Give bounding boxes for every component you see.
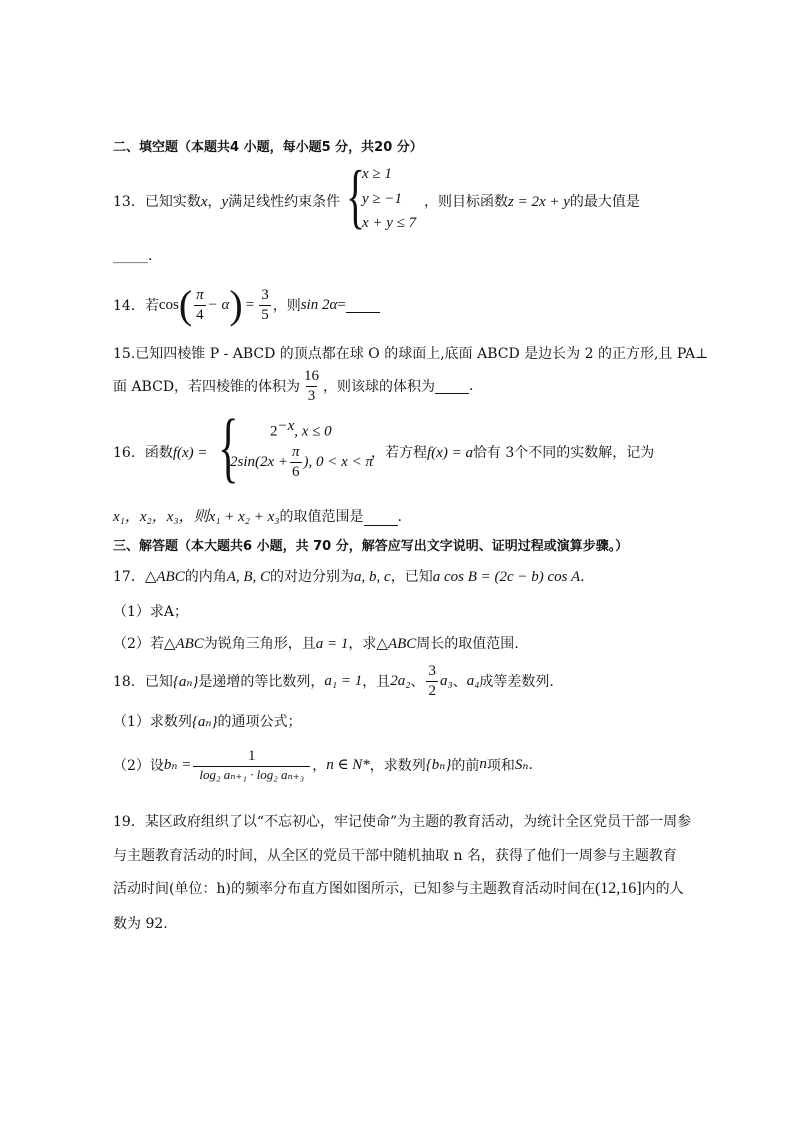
q18-nset: n ∈ N*: [326, 757, 370, 774]
section-3-heading: 三、解答题（本大题共6 小题，共 70 分，解答应写出文字说明、证明过程或演算步骤。）: [113, 539, 629, 554]
q18-line1: [113, 663, 554, 699]
q14-mid: ，则: [272, 298, 301, 314]
q18-bnum: 1: [248, 748, 256, 764]
q19-line3a: 活动时间(单位：h)的频率分布直方图如图所示，已知参与主题教育活动时间在: [113, 881, 595, 897]
q13-tail2: 的最大值是: [569, 194, 640, 210]
q18-end: .: [528, 756, 533, 773]
q16-case2-six: 6: [292, 463, 300, 480]
q14-equals: =: [245, 296, 255, 313]
q14-five: 5: [261, 306, 269, 323]
q18-sn: Sₙ: [514, 757, 529, 774]
q13-brace: {: [346, 156, 366, 236]
q14-four: 4: [196, 306, 204, 323]
q16-tail-line: [371, 442, 654, 462]
q17-number: 17．: [113, 569, 145, 585]
q17-part2tri: △ABC: [163, 636, 204, 652]
q16-prefix-line: [113, 442, 208, 462]
q17-part2b: 为锐角三角形，且: [203, 636, 316, 652]
q17-end: .: [580, 569, 585, 585]
q15-den: 3: [307, 387, 316, 404]
q18-n: n: [479, 756, 487, 773]
q18-seq: {aₙ}: [172, 673, 199, 690]
q17-part2: [113, 633, 519, 653]
q18-three-halves: [426, 663, 438, 699]
q17-part2d: 周长的取值范围.: [416, 636, 519, 652]
q17-part1: （1）求A；: [113, 604, 189, 620]
q18-part2b: ，: [312, 757, 327, 774]
q17-tri: △ABC: [144, 569, 185, 585]
q17-part2tri2: △ABC: [376, 636, 417, 652]
q17-part2c: ，求: [348, 636, 377, 652]
q16-eq: f(x) = a: [427, 445, 473, 461]
q14-pi: π: [196, 287, 204, 303]
q14-left-paren: (: [178, 282, 193, 327]
q15-volume-fraction: [302, 368, 321, 404]
q17-angles: A, B, C: [226, 569, 271, 585]
q17-line1c: 的对边分别为: [270, 569, 355, 585]
q13-objective: z = 2x + y: [508, 194, 570, 210]
q18-line1c: ，且: [362, 674, 391, 690]
q15-num: 16: [304, 368, 320, 384]
q19-line1: 19．某区政府组织了以“不忘初心，牢记使命”为主题的教育活动，为统计全区党员干部一周参: [113, 814, 692, 830]
q16-case1-base: 2: [270, 423, 278, 440]
q18-bseq: {bₙ}: [425, 757, 452, 774]
q15-end: .: [469, 378, 474, 394]
q14-cos: cos: [158, 296, 179, 313]
q18-term3: a₄: [466, 672, 480, 689]
q18-bden: log₂ aₙ₊₁ · log₂ aₙ₊₃: [193, 766, 310, 782]
q19-line3: [113, 878, 684, 898]
q13-prefix: 13．已知实数: [113, 194, 201, 210]
q16-line2a: x₁，x₂，x₃，则: [113, 509, 209, 525]
q18-part1seq: {aₙ}: [191, 714, 218, 730]
q13-constraint-2: y ≥ −1: [362, 191, 403, 207]
q16-tail: 恰有 3个不同的实数解，记为: [472, 445, 655, 461]
q13-tail: [424, 191, 640, 211]
q17-line1d: ，已知: [390, 569, 433, 585]
q15-line2a: 面 ABCD，若四棱锥的体积为: [113, 379, 301, 395]
q13-line1: [113, 191, 340, 211]
q16-case1-cond: , x ≤ 0: [294, 423, 332, 440]
q16-end: .: [397, 509, 402, 525]
q16-case1-exp: −x: [277, 418, 295, 434]
q16-mid: ，若方程: [371, 445, 427, 461]
q18-line1d: 成等差数列.: [479, 674, 554, 690]
q18-line1a: 18．已知: [113, 674, 173, 690]
q18-part2e: 项和: [486, 757, 515, 774]
q14-tail: =: [337, 296, 346, 313]
q18-term2: a₃: [439, 672, 453, 689]
q16-line2b: 的取值范围是: [279, 509, 364, 525]
q14-pi-over-4: [194, 287, 206, 323]
q18-line1b: 是递增的等比数列，: [198, 674, 325, 690]
q16-fx: f(x) =: [172, 445, 208, 461]
q16-case2a: 2sin(2x +: [230, 453, 289, 470]
q13-tail1: ，则目标函数: [424, 194, 508, 210]
q17-sides: a, b, c: [354, 569, 391, 585]
q18-a1: a₁ = 1: [324, 672, 363, 689]
q15-line2b: ，则该球的体积为: [323, 379, 436, 395]
q16-case2: [230, 444, 373, 480]
q14-right-paren: ): [229, 282, 243, 327]
q16-case2b: ), 0 < x < π: [303, 453, 373, 470]
q16-prefix: 16．函数: [113, 445, 173, 461]
q14-minus-alpha: − α: [207, 296, 230, 313]
q13-var-y: y: [221, 194, 229, 210]
q16-pi-over-6: [290, 444, 302, 480]
q16-case1: [270, 418, 332, 441]
q13-constraint-3: x + y ≤ 7: [362, 215, 417, 231]
q18-part2: [113, 748, 533, 782]
q15-answer-blank: [435, 379, 469, 394]
q18-fnum: 3: [428, 663, 436, 679]
q18-term1: 2a₂: [390, 672, 411, 689]
q19-line4: 数为 92.: [113, 916, 168, 932]
q14-three: 3: [261, 287, 269, 303]
q15-line2: [113, 368, 474, 404]
q13-answer-blank: _____.: [113, 248, 153, 264]
q14-sin2a: sin 2α: [300, 296, 338, 313]
q18-part1b: 的通项公式；: [217, 714, 302, 730]
q18-dot2: 、: [452, 674, 467, 690]
q18-part1a: （1）求数列: [113, 714, 192, 730]
q19-line2: 与主题教育活动的时间，从全区的党员干部中随机抽取 n 名，获得了他们一周参与主题教育: [113, 848, 677, 864]
q18-part2c: ，求数列: [369, 757, 426, 774]
question-14: [113, 282, 380, 327]
q16-answer-blank: [364, 511, 398, 526]
q18-part2a: （2）设: [113, 757, 164, 774]
q18-dot1: 、: [410, 674, 425, 690]
q19-line3b: 内的人: [641, 881, 684, 897]
q19-interval: (12,16]: [594, 880, 642, 897]
q16-sum: x₁ + x₂ + x₃: [208, 509, 280, 525]
q18-part1: [113, 711, 302, 731]
q18-bn: bₙ =: [163, 757, 192, 774]
q14-prefix: 14．若: [113, 298, 159, 314]
q13-var-x: x: [200, 194, 208, 210]
q16-brace: {: [218, 403, 239, 490]
q17-part2a: （2）若: [113, 636, 164, 652]
q18-bn-fraction: [193, 748, 310, 782]
section-2-heading: 二、填空题（本题共4 小题，每小题5 分，共20 分）: [113, 140, 423, 155]
q17-line1b: 的内角: [184, 569, 227, 585]
q15-line1: 15.已知四棱锥 P - ABCD 的顶点都在球 O 的球面上,底面 ABCD 是边长为 2 的正方形,且 PA⊥: [113, 346, 709, 362]
q13-sep: ，: [207, 194, 222, 210]
q14-answer-blank: [346, 298, 380, 313]
q13-mid: 满足线性约束条件: [228, 194, 341, 210]
q17-part2cond: a = 1: [315, 636, 349, 652]
q17-given: a cos B = (2c − b) cos A: [432, 569, 581, 585]
q16-line2: [113, 505, 402, 526]
q17-line1: [113, 566, 585, 586]
q18-fden: 2: [428, 682, 436, 699]
q16-case2-pi: π: [292, 444, 300, 460]
q18-part2d: 的前: [451, 757, 480, 774]
q13-constraint-1: x ≥ 1: [362, 166, 392, 182]
q14-three-fifths: [259, 287, 271, 323]
